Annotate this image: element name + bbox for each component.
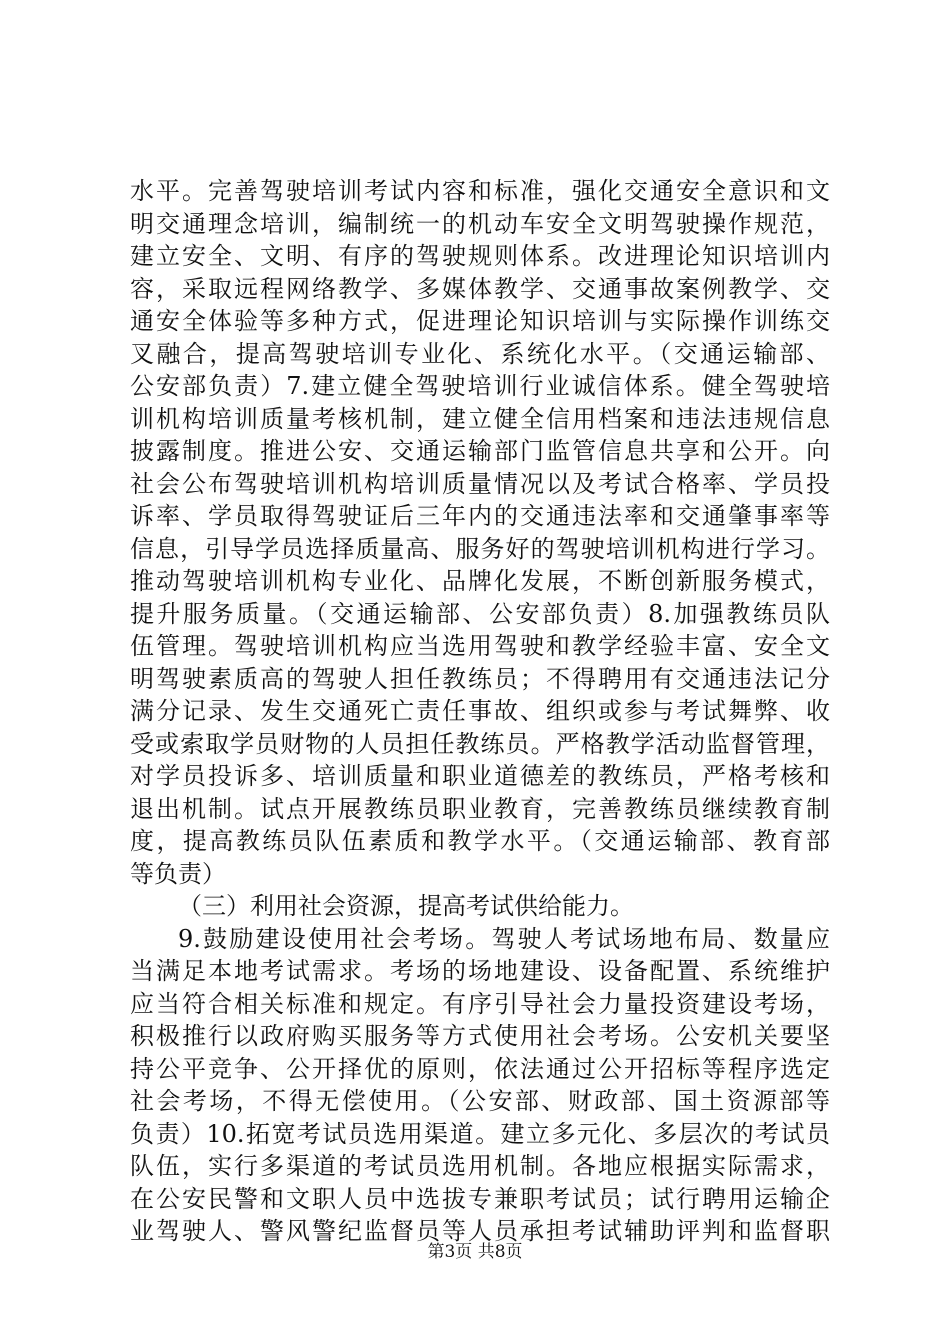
text-line: 明驾驶素质高的驾驶人担任教练员；不得聘用有交通违法记分 (130, 664, 830, 693)
text-line: 披露制度。推进公安、交通运输部门监管信息共享和公开。向 (130, 437, 830, 465)
text-line: 叉融合，提高驾驶培训专业化、系统化水平。（交通运输部、 (130, 339, 830, 368)
body-text (130, 175, 830, 1248)
text-line: 水平。完善驾驶培训考试内容和标准，强化交通安全意识和文 (130, 177, 830, 205)
text-line: 对学员投诉多、培训质量和职业道德差的教练员，严格考核和 (130, 762, 830, 790)
page-number-footer: 第3页 共8页 (427, 1242, 523, 1262)
text-line: 社会考场，不得无偿使用。（公安部、财政部、国土资源部等 (130, 1087, 830, 1115)
text-line: 伍管理。驾驶培训机构应当选用驾驶和教学经验丰富、安全文 (130, 632, 830, 660)
text-line: 诉率、学员取得驾驶证后三年内的交通违法率和交通肇事率等 (130, 502, 830, 530)
text-line: 度，提高教练员队伍素质和教学水平。（交通运输部、教育部 (130, 827, 830, 855)
text-line: 在公安民警和文职人员中选拔专兼职考试员；试行聘用运输企 (130, 1184, 830, 1213)
text-line: 提升服务质量。（交通运输部、公安部负责）8.加强教练员队 (130, 599, 830, 628)
text-line: 社会公布驾驶培训机构培训质量情况以及考试合格率、学员投 (130, 469, 830, 498)
text-line: 积极推行以政府购买服务等方式使用社会考场。公安机关要坚 (130, 1022, 830, 1050)
text-line: 满分记录、发生交通死亡责任事故、组织或参与考试舞弊、收 (130, 697, 830, 725)
text-line: 明交通理念培训，编制统一的机动车安全文明驾驶操作规范， (130, 209, 830, 238)
text-line: 推动驾驶培训机构专业化、品牌化发展，不断创新服务模式， (130, 567, 830, 595)
text-line: 应当符合相关标准和规定。有序引导社会力量投资建设考场， (130, 989, 830, 1018)
text-line: 公安部负责）7.建立健全驾驶培训行业诚信体系。健全驾驶培 (130, 372, 830, 400)
text-line: 负责）10.拓宽考试员选用渠道。建立多元化、多层次的考试员 (130, 1119, 830, 1148)
text-line: 信息，引导学员选择质量高、服务好的驾驶培训机构进行学习。 (130, 534, 830, 563)
text-line: 受或索取学员财物的人员担任教练员。严格教学活动监督管理， (130, 729, 830, 758)
text-line: 当满足本地考试需求。考场的场地建设、设备配置、系统维护 (130, 957, 830, 985)
section-heading: （三）利用社会资源，提高考试供给能力。 (178, 892, 634, 920)
text-line: 通安全体验等多种方式，促进理论知识培训与实际操作训练交 (130, 307, 830, 335)
text-line: 训机构培训质量考核机制，建立健全信用档案和违法违规信息 (130, 404, 830, 433)
text-line: 等负责） (130, 859, 226, 888)
text-line: 队伍，实行多渠道的考试员选用机制。各地应根据实际需求， (130, 1152, 830, 1180)
text-line: 容，采取远程网络教学、多媒体教学、交通事故案例教学、交 (130, 274, 830, 303)
text-line: 业驾驶人、警风警纪监督员等人员承担考试辅助评判和监督职 (130, 1217, 830, 1245)
text-line: 9.鼓励建设使用社会考场。驾驶人考试场地布局、数量应 (178, 924, 830, 953)
text-line: 建立安全、文明、有序的驾驶规则体系。改进理论知识培训内 (130, 242, 830, 270)
text-line: 退出机制。试点开展教练员职业教育，完善教练员继续教育制 (130, 794, 830, 823)
text-line: 持公平竞争、公开择优的原则，依法通过公开招标等程序选定 (130, 1054, 830, 1083)
